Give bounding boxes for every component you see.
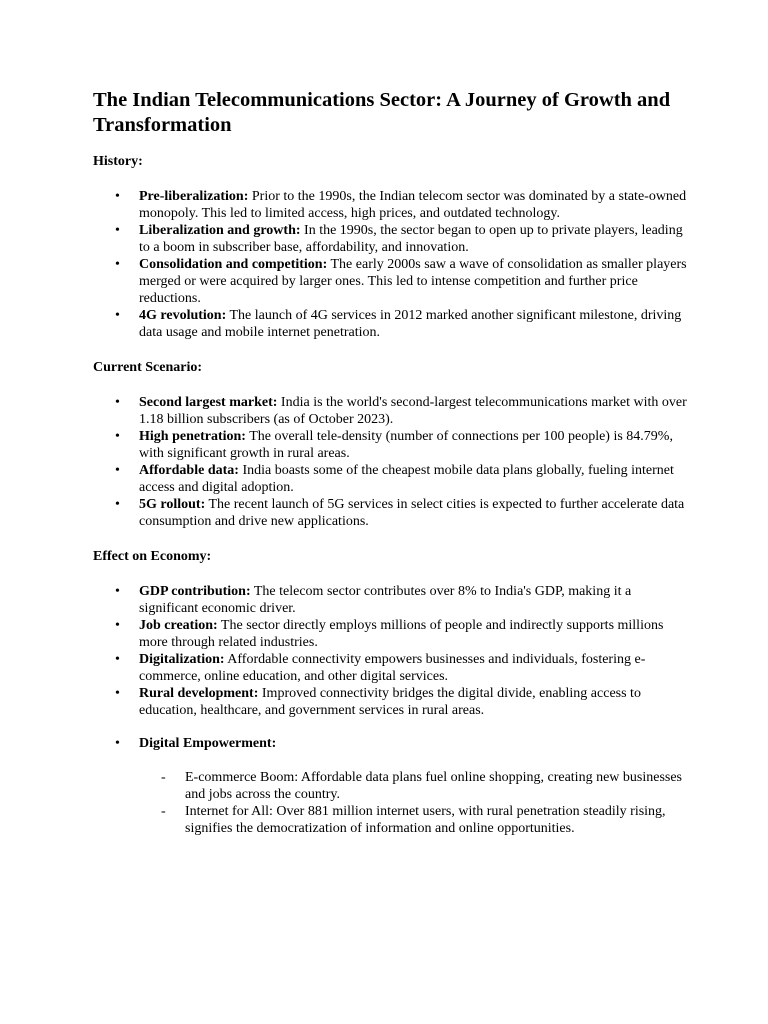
bullet-icon: • <box>115 497 120 512</box>
item-text: The overall tele-density (number of connections per 100 people) is 84.79%, with significant growth in rural areas. <box>139 429 673 461</box>
current-scenario-list <box>93 394 693 530</box>
bullet-icon: • <box>115 189 120 204</box>
item-text: India is the world's second-largest telecommunications market with over 1.18 billion subscribers (as of October 2023). <box>139 395 687 427</box>
list-item <box>93 462 693 496</box>
item-text: In the 1990s, the sector began to open up to private players, leading to a boom in subscriber base, affordability, and innovation. <box>139 223 683 255</box>
bullet-icon: • <box>115 686 120 701</box>
item-label: GDP contribution: <box>139 584 251 599</box>
item-label: Rural development: <box>139 686 259 701</box>
bullet-icon: • <box>115 257 120 272</box>
item-text: The sector directly employs millions of people and indirectly supports millions more through related industries. <box>139 618 664 650</box>
item-label: Second largest market: <box>139 395 278 410</box>
history-list <box>93 188 693 341</box>
item-text: The telecom sector contributes over 8% to India's GDP, making it a significant economic driver. <box>139 584 632 616</box>
item-label: 4G revolution: <box>139 308 227 323</box>
sub-list-item <box>139 769 693 803</box>
list-item <box>93 617 693 651</box>
list-item <box>93 188 693 222</box>
list-item <box>93 394 693 428</box>
list-item <box>93 256 693 307</box>
economy-list <box>93 583 693 719</box>
bullet-icon: • <box>115 429 120 444</box>
item-text: The early 2000s saw a wave of consolidation as smaller players merged or were acquired by larger ones. This led to intense competition and further price reductions. <box>139 257 687 306</box>
sub-item-text: E-commerce Boom: Affordable data plans fuel online shopping, creating new businesses and jobs across the country. <box>185 770 682 802</box>
sub-list <box>139 769 693 837</box>
document-page <box>93 88 693 837</box>
bullet-icon: • <box>115 463 120 478</box>
item-text: Prior to the 1990s, the Indian telecom sector was dominated by a state-owned monopoly. This led to limited access, high prices, and outdated technology. <box>139 189 687 221</box>
bullet-icon: • <box>115 308 120 323</box>
list-item <box>93 685 693 719</box>
bullet-icon: • <box>115 223 120 238</box>
bullet-icon: • <box>115 652 120 667</box>
list-item <box>93 496 693 530</box>
item-label: 5G rollout: <box>139 497 206 512</box>
item-label: Consolidation and competition: <box>139 257 328 272</box>
section-heading-history: History: <box>93 154 143 169</box>
item-text: The recent launch of 5G services in select cities is expected to further accelerate data consumption and drive new applications. <box>139 497 685 529</box>
item-label: Liberalization and growth: <box>139 223 301 238</box>
list-item <box>93 222 693 256</box>
item-text: India boasts some of the cheapest mobile data plans globally, fueling internet access and digital adoption. <box>139 463 674 495</box>
item-label: Digital Empowerment: <box>139 736 277 751</box>
item-label: High penetration: <box>139 429 246 444</box>
list-item <box>93 583 693 617</box>
item-label: Job creation: <box>139 618 218 633</box>
list-item <box>93 307 693 341</box>
item-label: Pre-liberalization: <box>139 189 249 204</box>
item-text: The launch of 4G services in 2012 marked another significant milestone, driving data usage and mobile internet penetration. <box>139 308 682 340</box>
sub-item-text: Internet for All: Over 881 million internet users, with rural penetration steadily rising, signifies the democratization of information and online opportunities. <box>185 804 666 836</box>
item-label: Affordable data: <box>139 463 239 478</box>
item-label: Digitalization: <box>139 652 225 667</box>
dash-icon: - <box>161 804 166 819</box>
list-item <box>93 428 693 462</box>
dash-icon: - <box>161 770 166 785</box>
sub-list-item <box>139 803 693 837</box>
item-text: Affordable connectivity empowers businesses and individuals, fostering e-commerce, online education, and other digital services. <box>139 652 646 684</box>
bullet-icon: • <box>115 618 120 633</box>
bullet-icon: • <box>115 395 120 410</box>
section-heading-current-scenario: Current Scenario: <box>93 360 202 375</box>
bullet-icon: • <box>115 584 120 599</box>
section-heading-effect-on-economy: Effect on Economy: <box>93 549 212 564</box>
digital-empowerment-list <box>93 735 693 837</box>
list-item <box>93 651 693 685</box>
document-title: The Indian Telecommunications Sector: A Journey of Growth and Transformation <box>93 89 671 136</box>
bullet-icon: • <box>115 736 120 751</box>
item-text: Improved connectivity bridges the digital divide, enabling access to education, healthcare, and government services in rural areas. <box>139 686 641 718</box>
list-item <box>93 735 693 837</box>
